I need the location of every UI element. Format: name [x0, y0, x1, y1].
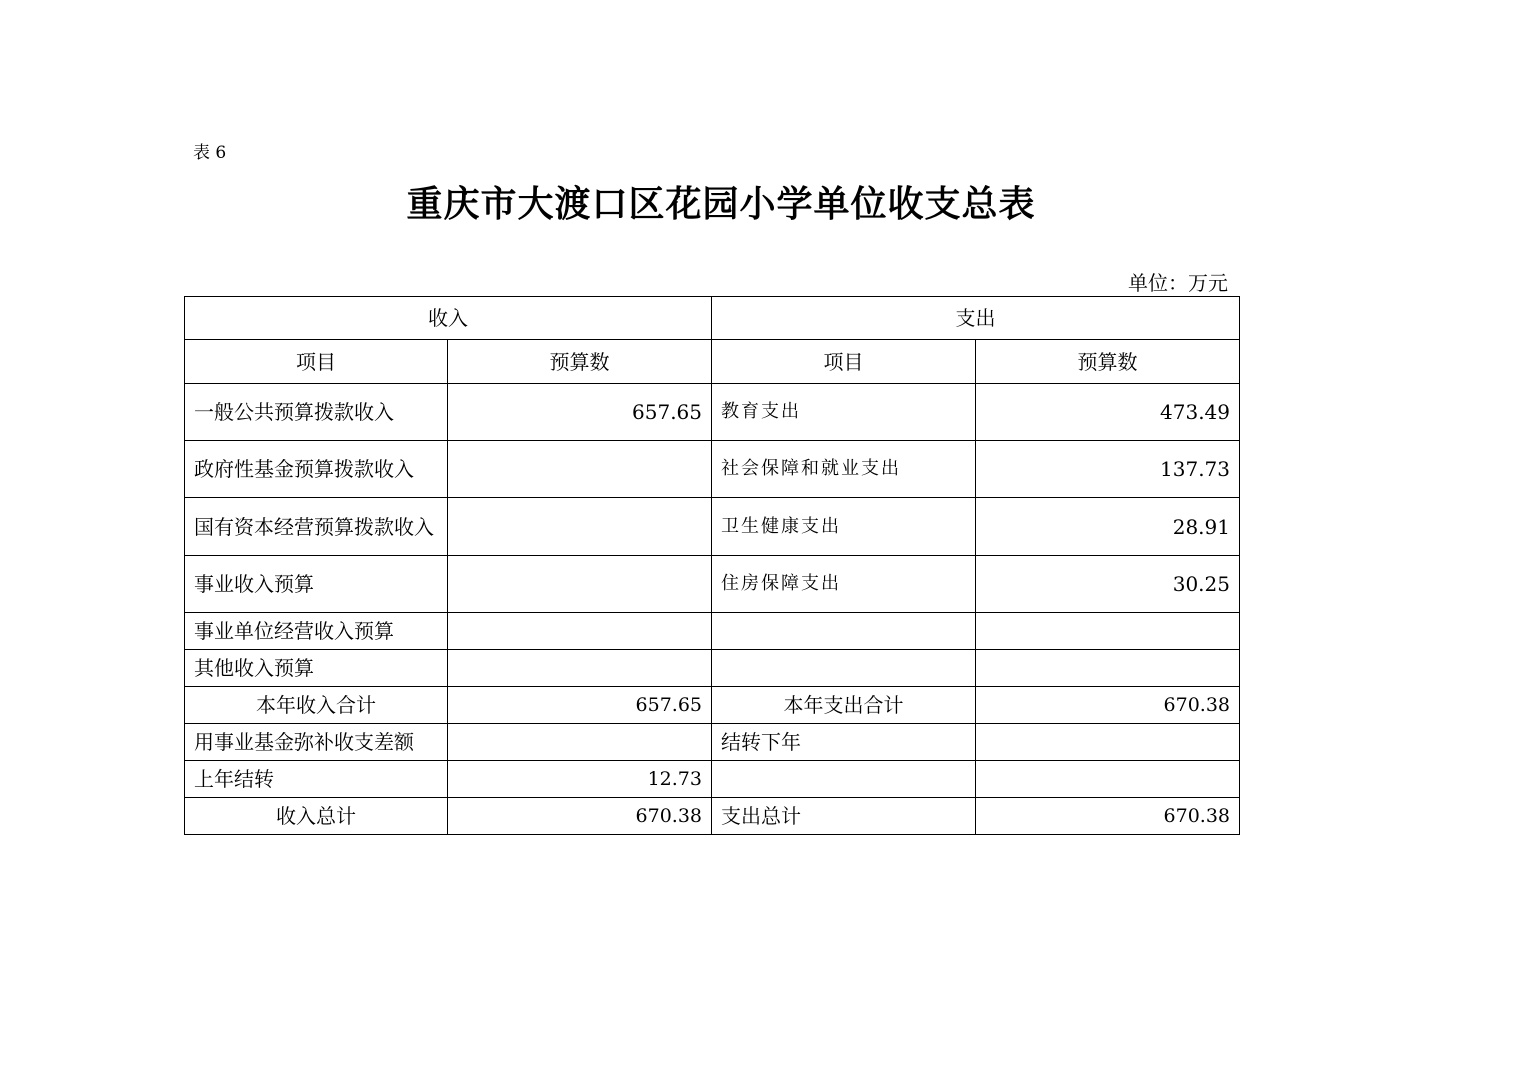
income-item-cell: 一般公共预算拨款收入	[185, 384, 448, 441]
income-item-cell: 事业单位经营收入预算	[185, 613, 448, 650]
unit-label: 单位：万元	[1128, 271, 1228, 295]
table-number: 表 6	[193, 143, 227, 163]
table-row	[185, 498, 1240, 556]
table-row	[185, 441, 1240, 498]
income-item-cell: 用事业基金弥补收支差额	[185, 724, 448, 761]
income-item-cell: 国有资本经营预算拨款收入	[185, 498, 448, 556]
table-row	[185, 650, 1240, 687]
income-item-header: 项目	[185, 340, 448, 384]
income-section-header: 收入	[185, 297, 712, 340]
expense-value-cell: 670.38	[976, 798, 1240, 835]
table-row	[185, 687, 1240, 724]
expense-section-header: 支出	[712, 297, 1240, 340]
table-row	[185, 798, 1240, 835]
expense-item-cell: 结转下年	[712, 724, 976, 761]
income-value-cell: 657.65	[448, 687, 712, 724]
expense-item-cell: 教育支出	[712, 384, 976, 441]
expense-item-cell: 本年支出合计	[712, 687, 976, 724]
expense-item-cell: 卫生健康支出	[712, 498, 976, 556]
income-value-cell: 12.73	[448, 761, 712, 798]
expense-value-cell: 30.25	[976, 556, 1240, 613]
expense-budget-header: 预算数	[976, 340, 1240, 384]
income-item-cell: 上年结转	[185, 761, 448, 798]
income-value-cell: 670.38	[448, 798, 712, 835]
expense-value-cell	[976, 613, 1240, 650]
expense-item-cell: 支出总计	[712, 798, 976, 835]
expense-item-cell: 住房保障支出	[712, 556, 976, 613]
expense-value-cell	[976, 650, 1240, 687]
section-header-row	[185, 297, 1240, 340]
income-value-cell	[448, 650, 712, 687]
page-title: 重庆市大渡口区花园小学单位收支总表	[406, 184, 1036, 225]
table-row	[185, 384, 1240, 441]
income-value-cell	[448, 498, 712, 556]
expense-value-cell: 473.49	[976, 384, 1240, 441]
income-value-cell	[448, 724, 712, 761]
expense-item-cell	[712, 761, 976, 798]
income-item-cell: 政府性基金预算拨款收入	[185, 441, 448, 498]
expense-value-cell	[976, 724, 1240, 761]
income-item-cell: 本年收入合计	[185, 687, 448, 724]
income-value-cell	[448, 441, 712, 498]
table-row	[185, 556, 1240, 613]
column-header-row	[185, 340, 1240, 384]
income-item-cell: 收入总计	[185, 798, 448, 835]
expense-item-header: 项目	[712, 340, 976, 384]
income-value-cell	[448, 613, 712, 650]
income-value-cell: 657.65	[448, 384, 712, 441]
expense-value-cell: 670.38	[976, 687, 1240, 724]
expense-value-cell: 28.91	[976, 498, 1240, 556]
expense-item-cell	[712, 650, 976, 687]
table-row	[185, 724, 1240, 761]
income-item-cell: 其他收入预算	[185, 650, 448, 687]
expense-value-cell: 137.73	[976, 441, 1240, 498]
income-budget-header: 预算数	[448, 340, 712, 384]
budget-summary-table	[184, 296, 1240, 835]
income-item-cell: 事业收入预算	[185, 556, 448, 613]
table-row	[185, 761, 1240, 798]
expense-value-cell	[976, 761, 1240, 798]
income-value-cell	[448, 556, 712, 613]
table-row	[185, 613, 1240, 650]
expense-item-cell	[712, 613, 976, 650]
expense-item-cell: 社会保障和就业支出	[712, 441, 976, 498]
